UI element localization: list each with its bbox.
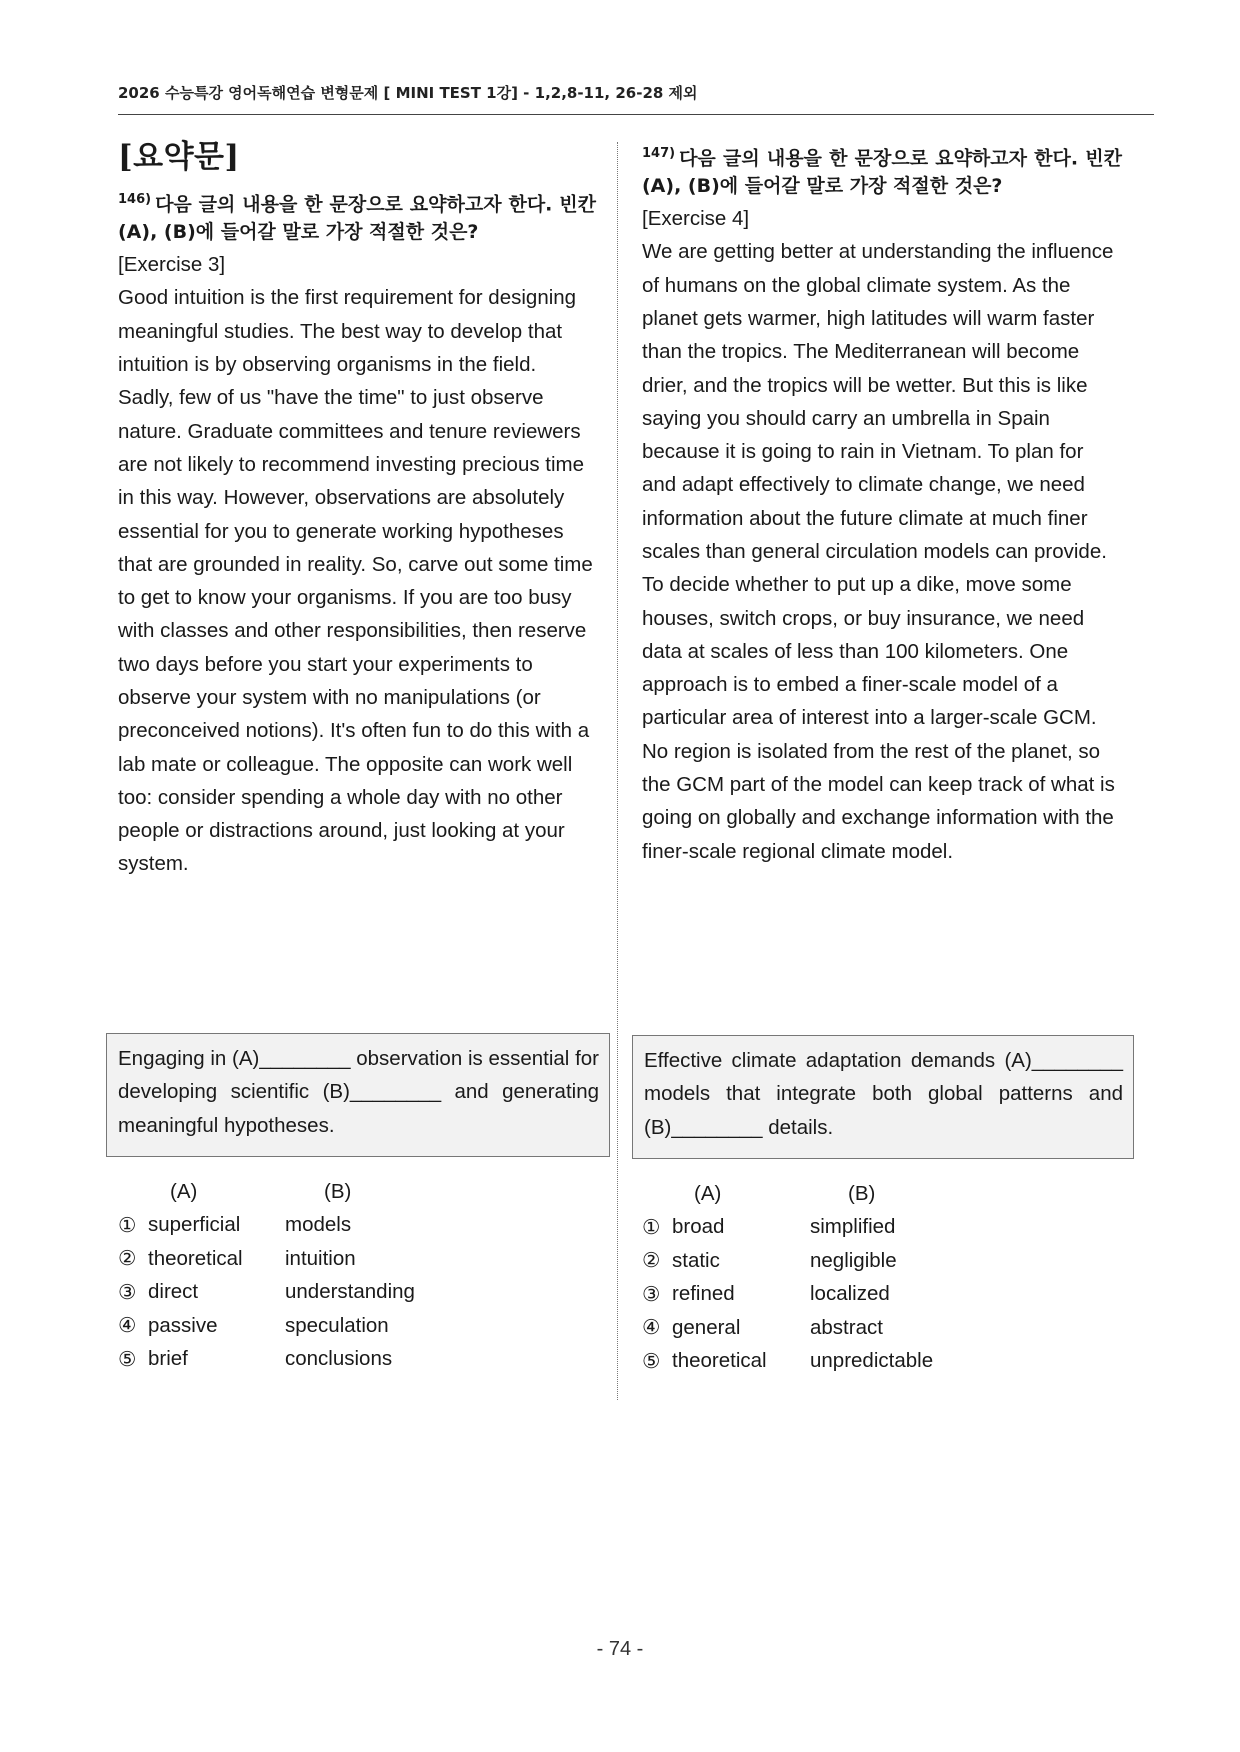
page-header: 2026 수능특강 영어독해연습 변형문제 [ MINI TEST 1강] - 1,2,8-11, 26-28 제외 [118, 84, 698, 102]
answer-options [118, 1175, 415, 1376]
summary-box: Effective climate adaptation demands (A)________ models that integrate both global patterns and (B)________ details. [632, 1035, 1134, 1159]
option-a: theoretical [672, 1349, 767, 1373]
option-number: ⑤ [642, 1349, 661, 1373]
option-b: unpredictable [810, 1349, 934, 1373]
option-b: intuition [285, 1246, 356, 1270]
option-3[interactable] [118, 1276, 415, 1310]
option-b: models [285, 1213, 352, 1237]
option-4[interactable] [118, 1309, 415, 1343]
option-number: ② [642, 1249, 661, 1273]
option-b: simplified [810, 1215, 896, 1239]
option-5[interactable] [118, 1343, 415, 1377]
option-b: abstract [810, 1315, 883, 1339]
column-divider [617, 142, 618, 1400]
option-number: ① [118, 1213, 137, 1237]
question-text: 다음 글의 내용을 한 문장으로 요약하고자 한다. 빈칸 (A), (B)에 들어갈 말로 가장 적절한 것은? [642, 147, 1122, 198]
option-1[interactable] [642, 1211, 933, 1245]
options-header-b: (B) [848, 1181, 876, 1205]
options-header-a: (A) [170, 1179, 198, 1203]
question-text: 다음 글의 내용을 한 문장으로 요약하고자 한다. 빈칸 (A), (B)에 들어갈 말로 가장 적절한 것은? [118, 193, 596, 244]
option-number: ② [118, 1247, 137, 1271]
option-a: superficial [148, 1213, 241, 1237]
option-5[interactable] [642, 1345, 933, 1379]
option-a: theoretical [148, 1246, 243, 1270]
option-a: passive [148, 1313, 218, 1337]
option-number: ③ [642, 1282, 661, 1306]
option-number: ① [642, 1215, 661, 1239]
option-a: refined [672, 1282, 735, 1306]
header-rule [118, 114, 1154, 115]
options-header-a: (A) [694, 1181, 722, 1205]
left-column [118, 140, 596, 881]
answer-options [642, 1177, 933, 1378]
passage-text: We are getting better at understanding the influence of humans on the global climate system. As the planet gets warmer, high latitudes will warm faster than the tropics. The Mediterranean will become drier, and the tropics will be wetter. But this is like saying you should carry an umbrella in Spain because it is going to rain in Vietnam. To plan for and adapt effectively to climate change, we need information about the future climate at much finer scales than general circulation models can provide. To decide whether to put up a dike, move some houses, switch crops, or buy insurance, we need data at scales of less than 100 kilometers. One approach is to embed a finer-scale model of a particular area of interest into a larger-scale GCM. No region is isolated from the rest of the planet, so the GCM part of the model can keep track of what is going on globally and exchange information with the finer-scale regional climate model. [642, 240, 1115, 863]
option-1[interactable] [118, 1209, 415, 1243]
page-number: - 74 - [596, 1638, 644, 1660]
exercise-label: [Exercise 4] [642, 207, 750, 231]
option-b: speculation [285, 1313, 389, 1337]
question-number: 146) [118, 192, 152, 208]
option-number: ④ [642, 1316, 661, 1340]
summary-box: Engaging in (A)________ observation is essential for developing scientific (B)________ and generating meaningful hypotheses. [106, 1033, 610, 1157]
option-b: negligible [810, 1248, 897, 1272]
option-a: broad [672, 1215, 725, 1239]
option-a: general [672, 1315, 741, 1339]
option-number: ③ [118, 1280, 137, 1304]
option-number: ⑤ [118, 1347, 137, 1371]
passage-text: Good intuition is the first requirement for designing meaningful studies. The best way to develop that intuition is by observing organisms in the field. Sadly, few of us "have the time" to just observe nature. Graduate committees and tenure reviewers are not likely to recommend investing precious time in this way. However, observations are absolutely essential for you to generate working hypotheses that are grounded in reality. So, carve out some time to get to know your organisms. If you are too busy with classes and other responsibilities, then reserve two days before you start your experiments to observe your system with no manipulations (or preconceived notions). It's often fun to do this with a lab mate or colleague. The opposite can work well too: consider spending a whole day with no other people or distractions around, just looking at your system. [118, 286, 593, 876]
options-header-b: (B) [324, 1179, 352, 1203]
question-147 [642, 140, 1122, 200]
option-b: localized [810, 1282, 890, 1306]
option-4[interactable] [642, 1311, 933, 1345]
option-3[interactable] [642, 1278, 933, 1312]
option-number: ④ [118, 1314, 137, 1338]
option-b: conclusions [285, 1347, 393, 1371]
exercise-label: [Exercise 3] [118, 253, 226, 277]
options-header [118, 1175, 415, 1209]
option-2[interactable] [642, 1244, 933, 1278]
question-number: 147) [642, 146, 676, 161]
option-a: direct [148, 1280, 199, 1304]
option-2[interactable] [118, 1242, 415, 1276]
question-146 [118, 186, 596, 246]
option-a: static [672, 1248, 720, 1272]
right-column [642, 140, 1122, 868]
options-header [642, 1177, 933, 1211]
section-title: [요약문] [118, 139, 240, 175]
option-a: brief [148, 1347, 188, 1371]
option-b: understanding [285, 1280, 415, 1304]
